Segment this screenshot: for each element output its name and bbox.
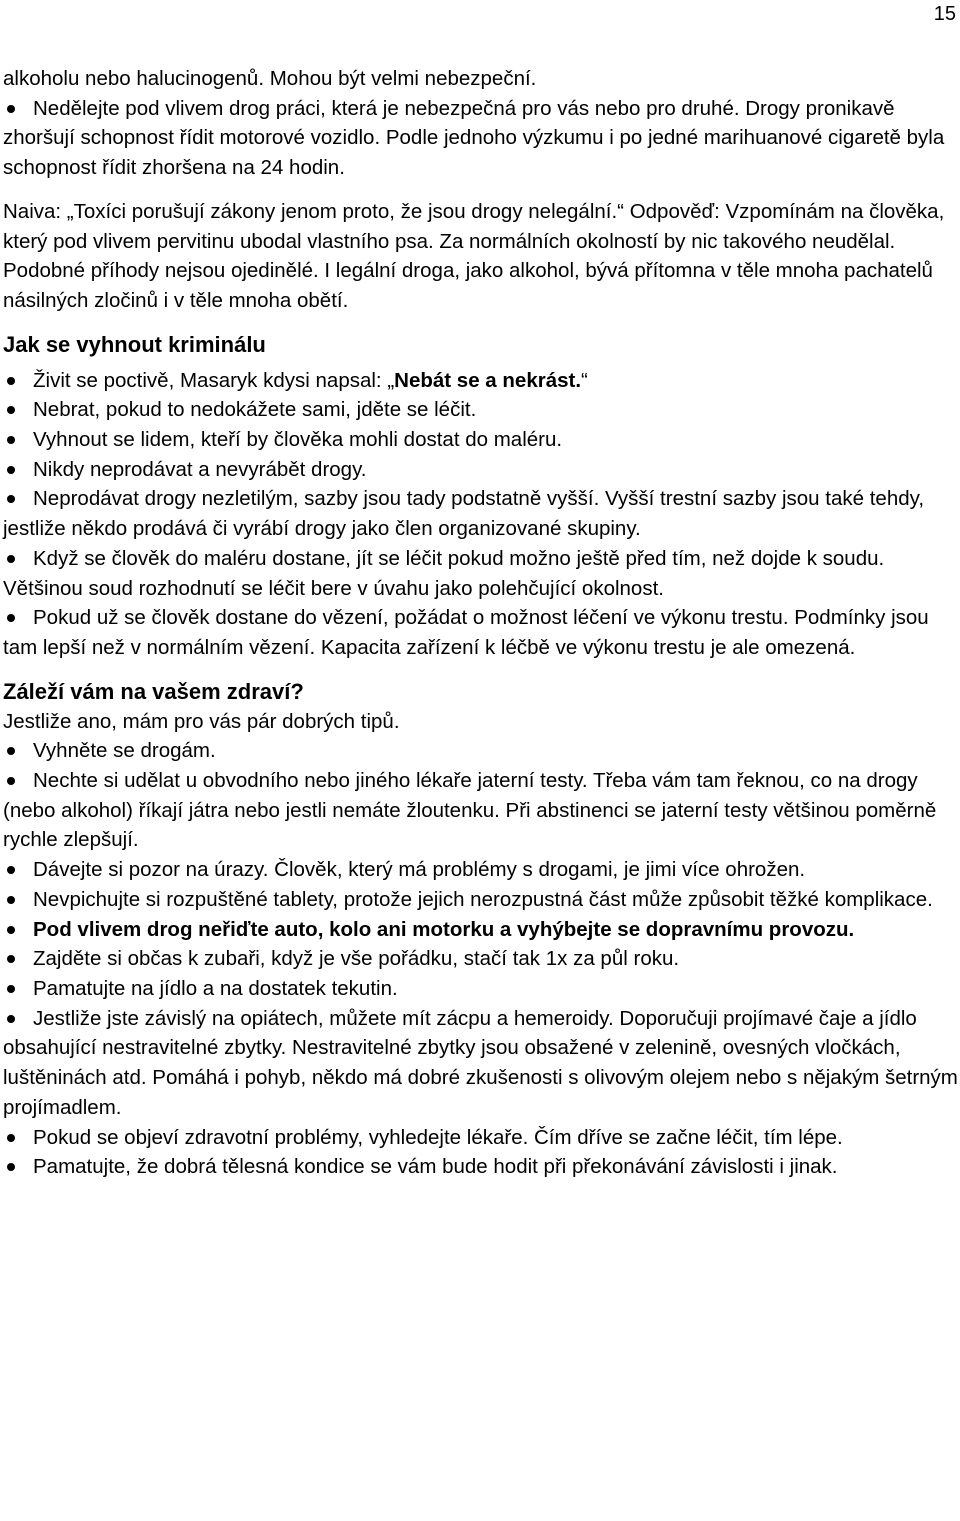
section-intro: Jestliže ano, mám pro vás pár dobrých tipů. [3, 709, 400, 733]
list-item-text: Vyhnout se lidem, kteří by člověka mohli dostat do maléru. [33, 428, 563, 452]
list-item-text: Nevpichujte si rozpuštěné tablety, protože jejich nerozpustná část může způsobit těžké komplikace. [33, 887, 933, 911]
masaryk-quote: Nebát se a nekrást. [394, 368, 582, 392]
list-item [3, 885, 958, 915]
list-item [3, 603, 958, 662]
list-item [3, 1123, 958, 1153]
list-item [3, 544, 958, 603]
list-item-text: Zajděte si občas k zubaři, když je vše pořádku, stačí tak 1x za půl roku. [33, 947, 680, 971]
list-item [3, 855, 958, 885]
list-item-bold [3, 915, 958, 945]
quote-close: “ [581, 368, 588, 392]
list-item [3, 766, 958, 855]
list-item-text: Pokud už se člověk dostane do vězení, požádat o možnost léčení ve výkonu trestu. Podmínky jsou tam lepší než v normálním vězení. Kapacita zařízení k léčbě ve výkonu trestu je ale omezená. [3, 606, 929, 659]
document-body [3, 64, 958, 1182]
list-item-text: Živit se poctivě, Masaryk kdysi napsal: „ [33, 368, 395, 392]
list-item [3, 366, 958, 396]
list-item [3, 974, 958, 1004]
list-item-text: Neprodávat drogy nezletilým, sazby jsou tady podstatně vyšší. Vyšší trestní sazby jsou také tehdy, jestliže někdo prodává či vyrábí drogy jako člen organizované skupiny. [3, 487, 925, 541]
list-item-text: Nedělejte pod vlivem drog práci, která je nebezpečná pro vás nebo pro druhé. Drogy pronikavě zhoršují schopnost řídit motorové vozidlo. Podle jednoho výzkumu i po jedné marihuanové cigaretě byla schopnost řídit zhoršena na 24 hodin. [3, 96, 945, 180]
list-item-text: Nikdy neprodávat a nevyrábět drogy. [33, 457, 367, 481]
list-item-text: Pod vlivem drog neřiďte auto, kolo ani motorku a vyhýbejte se dopravnímu provozu. [33, 917, 855, 941]
list-item [3, 94, 958, 183]
list-item-text: Nechte si udělat u obvodního nebo jiného lékaře jaterní testy. Třeba vám tam řeknou, co na drogy (nebo alkohol) říkají játra nebo jestli nemáte žloutenku. Při abstinenci se jaterní testy většinou poměrně rychle zlepšují. [3, 769, 937, 852]
section-heading-crime: Jak se vyhnout kriminálu [3, 331, 266, 357]
list-item [3, 425, 958, 455]
list-item [3, 1004, 958, 1123]
list-item-text: Pokud se objeví zdravotní problémy, vyhledejte lékaře. Čím dříve se začne léčit, tím lépe. [33, 1125, 843, 1149]
list-item [3, 395, 958, 425]
list-item-text: Dávejte si pozor na úrazy. Člověk, který má problémy s drogami, je jimi více ohrožen. [33, 858, 806, 882]
list-item [3, 455, 958, 485]
list-item-text: Když se člověk do maléru dostane, jít se léčit pokud možno ještě před tím, než dojde k soudu. Většinou soud rozhodnutí se léčit bere v úvahu jako polehčující okolnost. [3, 546, 885, 600]
list-item [3, 736, 958, 766]
page-number: 15 [933, 3, 956, 25]
list-item [3, 484, 958, 543]
list-item-text: Pamatujte, že dobrá tělesná kondice se vám bude hodit při překonávání závislosti i jinak. [33, 1155, 838, 1179]
list-item [3, 944, 958, 974]
list-item [3, 1152, 958, 1182]
paragraph-continuation: alkoholu nebo halucinogenů. Mohou být velmi nebezpeční. [3, 67, 537, 90]
list-item-text: Pamatujte na jídlo a na dostatek tekutin. [33, 976, 398, 1000]
list-item-text: Nebrat, pokud to nedokážete sami, jděte se léčit. [33, 398, 477, 422]
list-item-text: Jestliže jste závislý na opiátech, můžete mít zácpu a hemeroidy. Doporučuji projímavé čaje a jídlo obsahující nestravitelné zbytky. Nestravitelné zbytky jsou obsažené v zelenině, ovesných vločkách, luštěninách atd. Pomáhá i pohyb, někdo má dobré zkušenosti s olivovým olejem nebo s nějakým šetrným projímadlem. [3, 1006, 958, 1119]
section-heading-health: Záleží vám na vašem zdraví? [3, 678, 304, 704]
naiva-paragraph: Naiva: „Toxíci porušují zákony jenom proto, že jsou drogy nelegální.“ Odpověď: Vzpomínám na člověka, který pod vlivem pervitinu ubodal vlastního psa. Za normálních okolností by nic takového neudělal. Podobné příhody nejsou ojedinělé. I legální droga, jako alkohol, bývá přítomna v těle mnoha pachatelů násilných zločinů i v těle mnoha obětí. [3, 199, 945, 312]
list-item-text: Vyhněte se drogám. [33, 739, 216, 763]
